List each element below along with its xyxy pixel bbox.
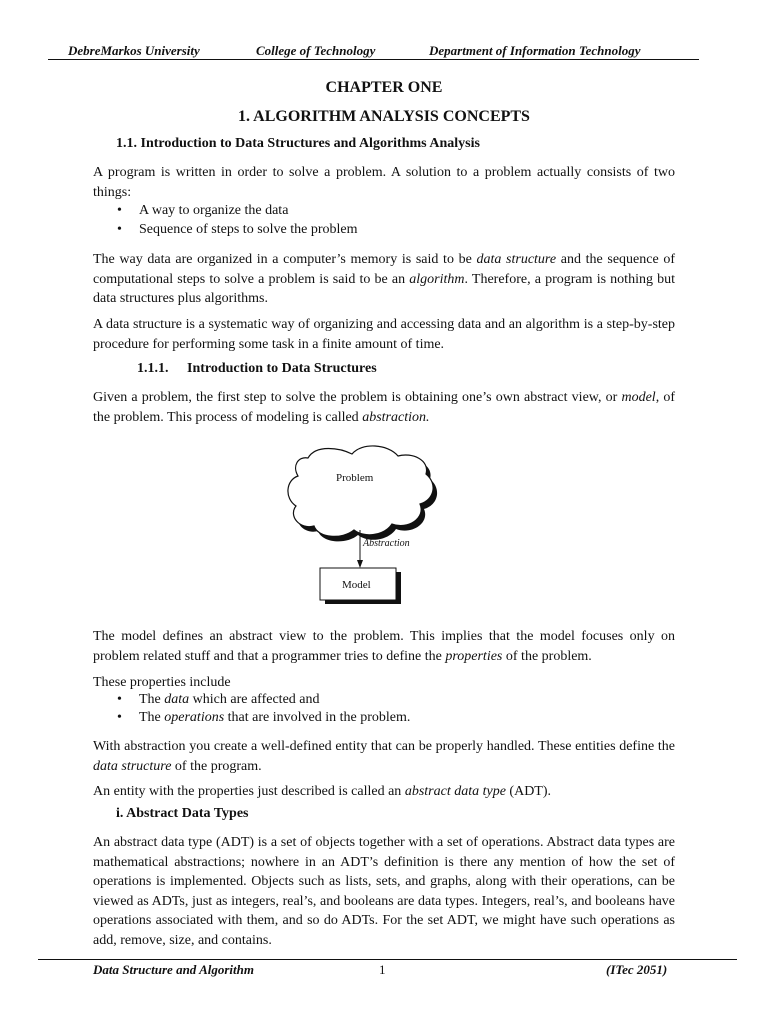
footer-rule: [38, 959, 737, 960]
arrow-label: Abstraction: [363, 538, 410, 549]
term-model: model: [621, 390, 656, 405]
term-data-structure: data structure: [93, 758, 172, 774]
text-run: Given a problem, the first step to solve the problem is obtaining one’s own abstract view, or: [93, 390, 622, 405]
bullet-dot-icon: •: [117, 710, 122, 725]
text-run: and the sequence of computational steps to solve a problem is said to be an: [93, 252, 675, 287]
text-run: The: [139, 710, 165, 725]
text-run: With abstraction you create a well-defined entity that can be properly handled. These entities define the: [93, 739, 675, 754]
section-i-heading: i. Abstract Data Types: [116, 806, 249, 821]
term-data-structure: data structure: [476, 252, 557, 267]
text-run: , of the problem. This process of modeling is called: [93, 390, 676, 425]
term-abstraction: abstraction.: [362, 409, 430, 425]
text-run: that are involved in the problem.: [224, 710, 411, 725]
term-properties: properties: [445, 648, 503, 664]
paragraph-adt: An abstract data type (ADT) is a set of objects together with a set of operations. Abstract data types are mathematical abstractions; nowhere in an ADT’s definition is there any mention of how the set of operations is implemented. Objects such as lists, sets, and graphs, along with their operations, can be viewed as ADTs, just as integers, real’s, and booleans are data types. Integers, real’s, and booleans have operations associated with them, and so do ADTs. For the set ADT, we might have such operations as add, remove, size, and contains.: [93, 835, 675, 948]
page-footer: [0, 962, 768, 982]
text-run: of the problem.: [502, 648, 592, 664]
chapter-title: 1. ALGORITHM ANALYSIS CONCEPTS: [238, 108, 530, 125]
bullet-item: [117, 710, 410, 726]
bullet-item: [117, 222, 358, 238]
model-label: Model: [342, 579, 371, 591]
abstraction-diagram: [280, 438, 440, 610]
text-run: (ADT).: [505, 784, 552, 799]
paragraph-model: [93, 627, 675, 666]
bullet-item: [117, 692, 320, 708]
bullet-dot-icon: •: [117, 203, 122, 218]
term-operations: operations: [164, 710, 225, 725]
term-algorithm: algorithm: [409, 271, 465, 287]
paragraph-adt-intro: [93, 782, 675, 802]
problem-cloud: [288, 446, 433, 536]
paragraph-definition: A data structure is a systematic way of organizing and accessing data and an algorithm is a step-by-step procedure for performing some task in a finite amount of time.: [93, 317, 675, 352]
page-number: 1: [379, 962, 386, 977]
arrow-head-icon: [357, 560, 363, 568]
paragraph-abstraction: [93, 388, 675, 427]
footer-course-code: (ITec 2051): [606, 962, 668, 977]
bullet-dot-icon: •: [117, 692, 122, 707]
text-run: which are affected and: [189, 692, 320, 707]
text-run: The: [139, 692, 165, 707]
term-abstract-data-type: abstract data type: [404, 784, 506, 799]
paragraph-properties: These properties include: [93, 675, 231, 690]
term-data: data: [164, 692, 190, 707]
text-run: The model defines an abstract view to the problem. This implies that the model focuses only on problem related stuff and that a programmer tries to define the: [93, 629, 675, 664]
bullet-text: A way to organize the data: [139, 203, 289, 218]
text-run: . Therefore, a program is nothing but data structures plus algorithms.: [93, 271, 676, 306]
bullet-item: [117, 203, 288, 219]
paragraph-entities: [93, 737, 675, 776]
chapter-label: CHAPTER ONE: [325, 79, 443, 96]
header-rule: [48, 59, 699, 60]
section-number: 1.1.1.: [137, 361, 169, 376]
paragraph-data-structure: [93, 250, 675, 309]
page-header: [48, 41, 698, 61]
footer-course-title: Data Structure and Algorithm: [93, 962, 254, 977]
section-1-1-1-heading: [137, 361, 377, 377]
text-run: An entity with the properties just described is called an: [93, 784, 405, 799]
header-university: DebreMarkos University: [68, 43, 200, 58]
bullet-dot-icon: •: [117, 222, 122, 237]
section-1-1-heading: 1.1. Introduction to Data Structures and Algorithms Analysis: [116, 136, 480, 151]
paragraph-intro: A program is written in order to solve a problem. A solution to a problem actually consists of two things:: [93, 165, 675, 200]
text-run: of the program.: [171, 758, 262, 774]
problem-label: Problem: [336, 472, 374, 484]
text-run: The way data are organized in a computer’s memory is said to be: [93, 252, 477, 267]
header-department: Department of Information Technology: [429, 43, 641, 58]
bullet-text: Sequence of steps to solve the problem: [139, 222, 358, 237]
section-title: Introduction to Data Structures: [187, 361, 377, 376]
header-college: College of Technology: [256, 43, 376, 58]
